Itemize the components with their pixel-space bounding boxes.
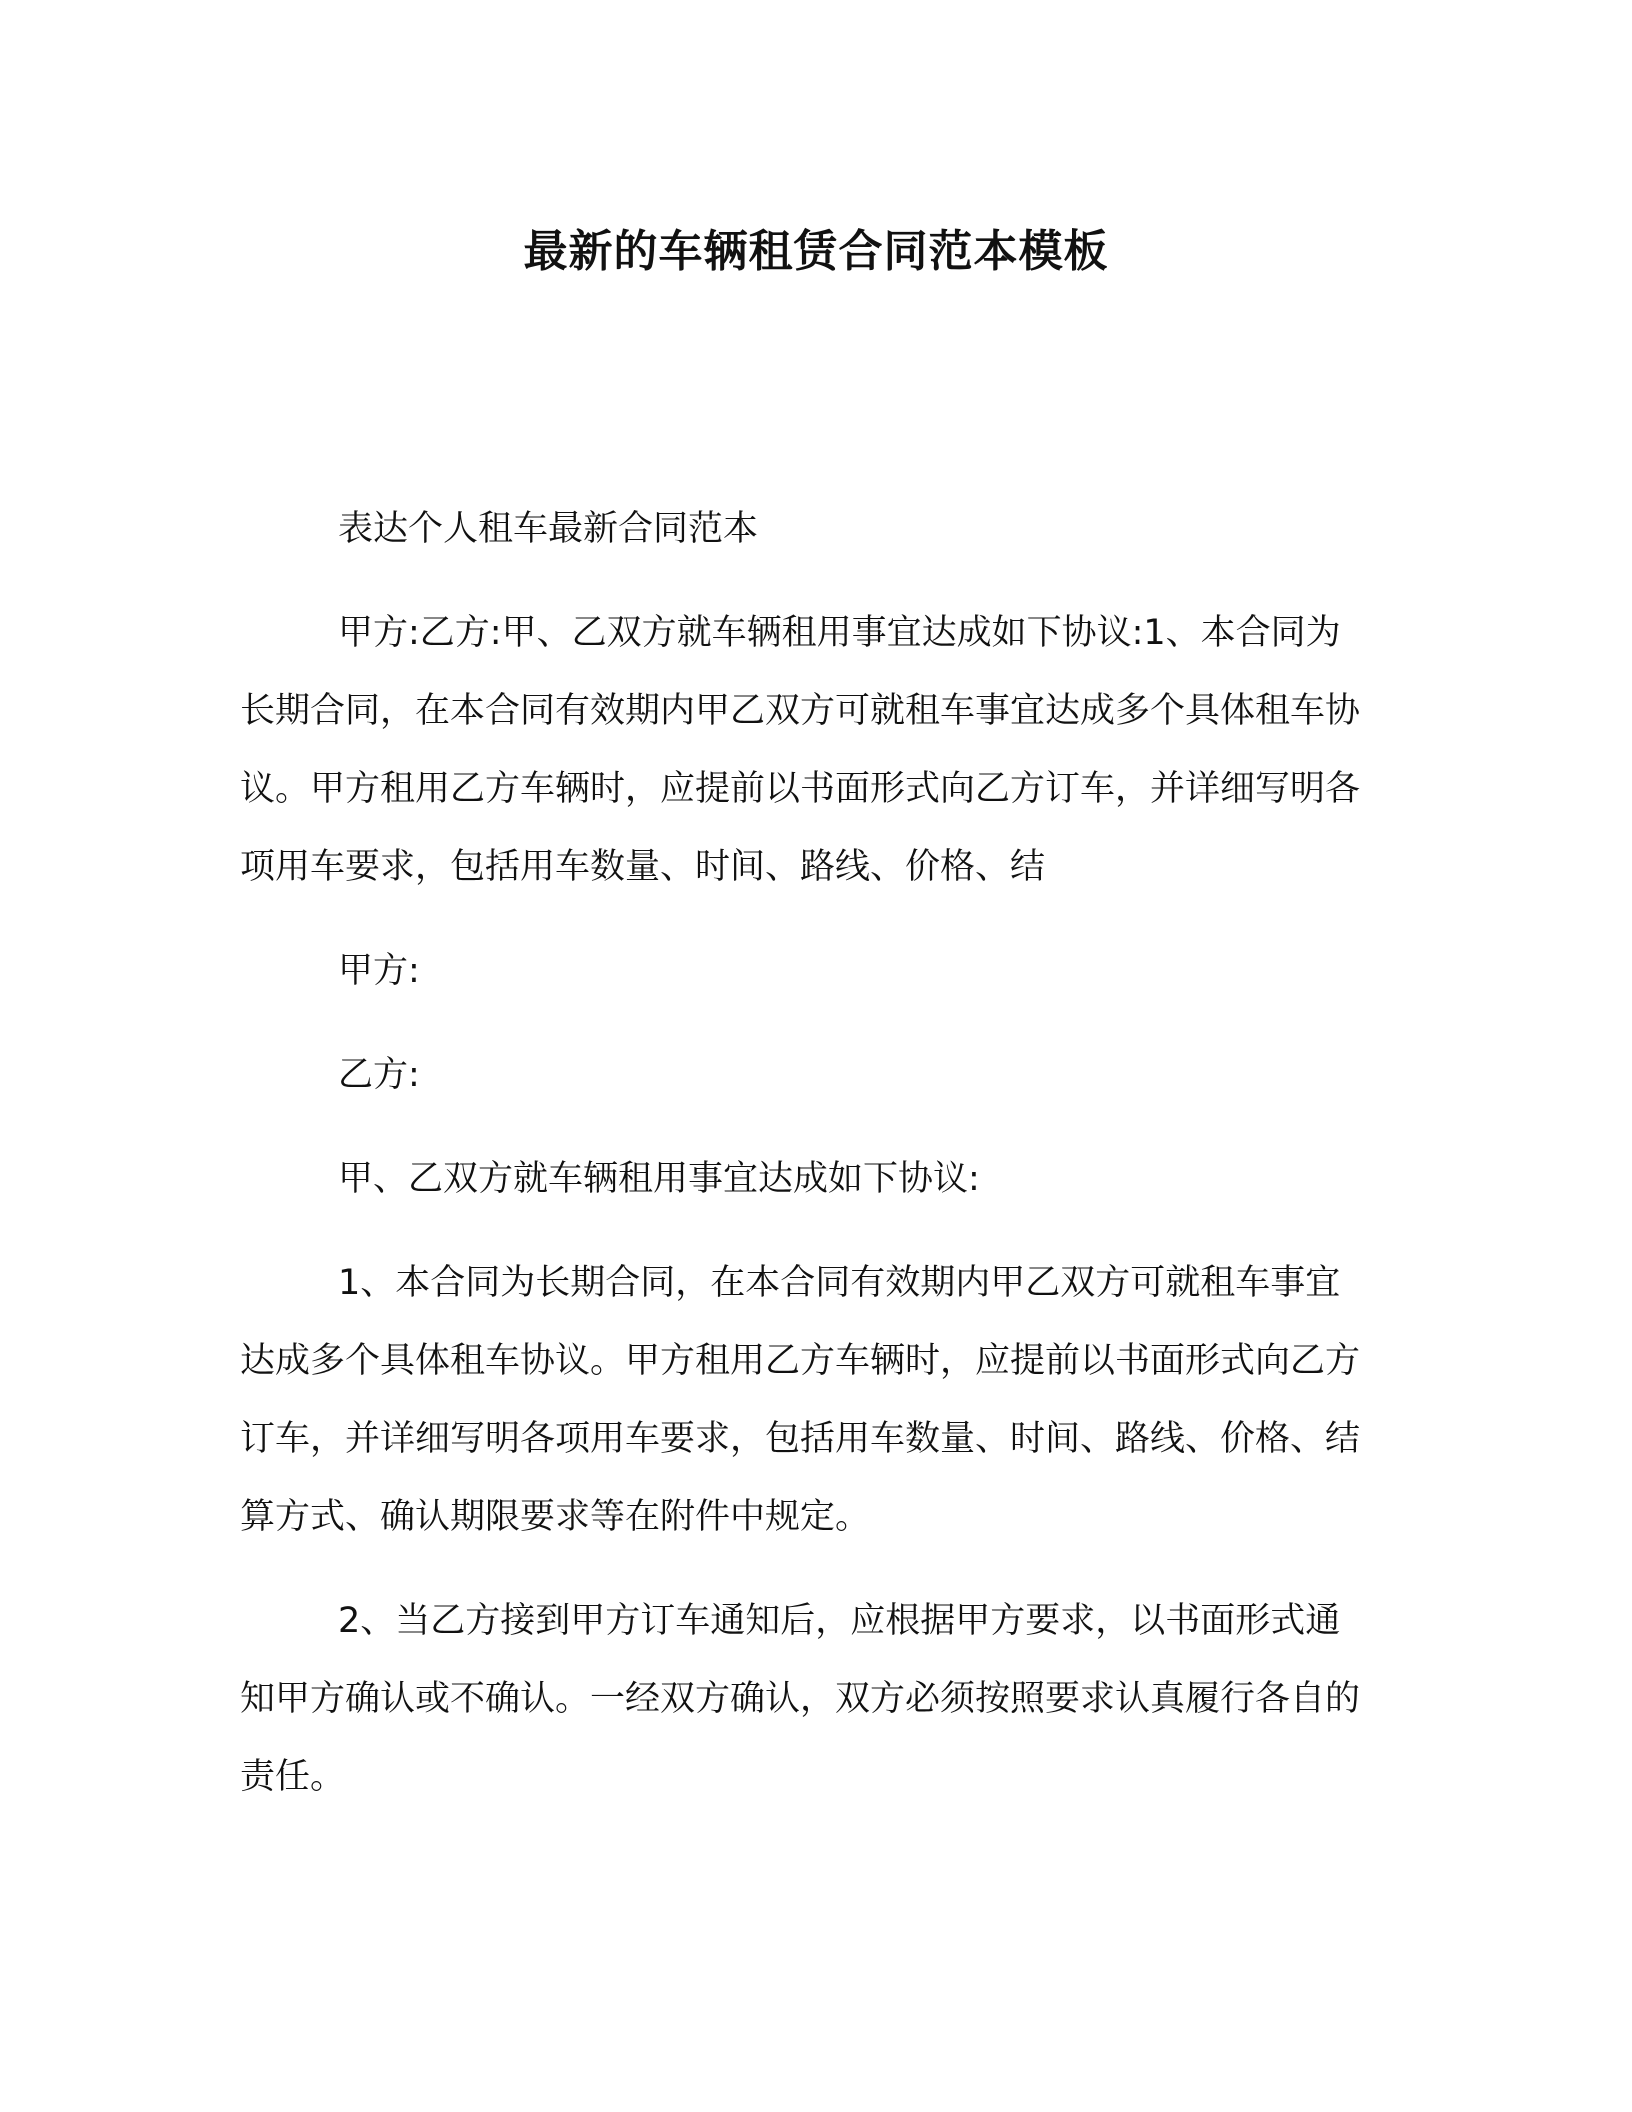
paragraph-party-b: 乙方: [338,1055,420,1095]
paragraph-agreement-intro: 甲、乙双方就车辆租用事宜达成如下协议: [338,1159,980,1199]
paragraph-summary: 甲方:乙方:甲、乙双方就车辆租用事宜达成如下协议:1、本合同为长期合同，在本合同有效期内甲乙双方可就租车事宜达成多个具体租车协议。甲方租用乙方车辆时，应提前以书面形式向乙方订车，并详细写明各项用车要求，包括用车数量、时间、路线、价格、结 [240,613,1361,887]
paragraph-party-a: 甲方: [338,951,420,991]
paragraph-subtitle: 表达个人租车最新合同范本 [338,509,759,549]
paragraph-clause-1: 1、本合同为长期合同，在本合同有效期内甲乙双方可就租车事宜达成多个具体租车协议。甲方租用乙方车辆时，应提前以书面形式向乙方订车，并详细写明各项用车要求，包括用车数量、时间、路线、价格、结算方式、确认期限要求等在附件中规定。 [240,1263,1361,1537]
paragraph-clause-2: 2、当乙方接到甲方订车通知后，应根据甲方要求，以书面形式通知甲方确认或不确认。一经双方确认，双方必须按照要求认真履行各自的责任。 [240,1601,1361,1797]
document-title: 最新的车辆租赁合同范本模板 [523,226,1109,277]
document-body [240,490,1370,1842]
